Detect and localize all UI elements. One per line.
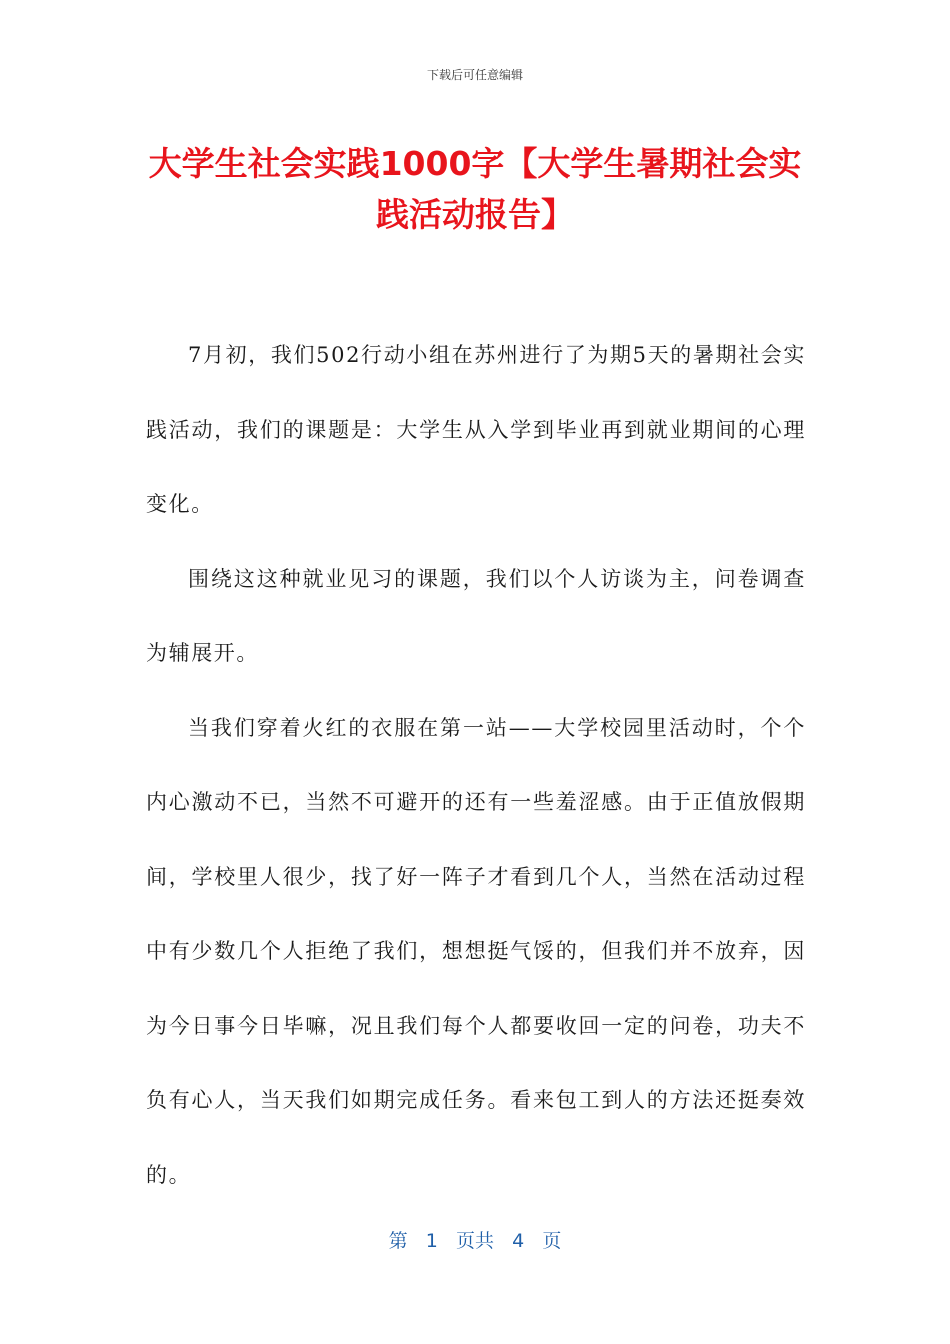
footer-current-page: 1 xyxy=(425,1230,438,1252)
footer-suffix: 页 xyxy=(542,1230,562,1252)
footer-middle: 页共 xyxy=(455,1230,494,1252)
footer-prefix: 第 xyxy=(388,1230,408,1252)
paragraph-1: 7月初，我们502行动小组在苏州进行了为期5天的暑期社会实践活动，我们的课题是：大学生从入学到毕业再到就业期间的心理变化。 xyxy=(146,343,806,516)
paragraph-2: 围绕这这种就业见习的课题，我们以个人访谈为主，问卷调查为辅展开。 xyxy=(146,566,806,665)
page-footer xyxy=(0,1226,950,1253)
document-title: 大学生社会实践1000字【大学生暑期社会实践活动报告】 xyxy=(148,144,802,234)
footer-total-pages: 4 xyxy=(512,1230,525,1252)
paragraph-3: 当我们穿着火红的衣服在第一站——大学校园里活动时，个个内心激动不已，当然不可避开的还有一些羞涩感。由于正值放假期间，学校里人很少，找了好一阵子才看到几个人，当然在活动过程中有少数几个人拒绝了我们，想想挺气馁的，但我们并不放弃，因为今日事今日毕嘛，况且我们每个人都要收回一定的问卷，功夫不负有心人，当天我们如期完成任务。看来包工到人的方法还挺奏效的。 xyxy=(146,715,806,1187)
header-note: 下载后可任意编辑 xyxy=(426,68,523,82)
document-body xyxy=(146,318,806,1212)
